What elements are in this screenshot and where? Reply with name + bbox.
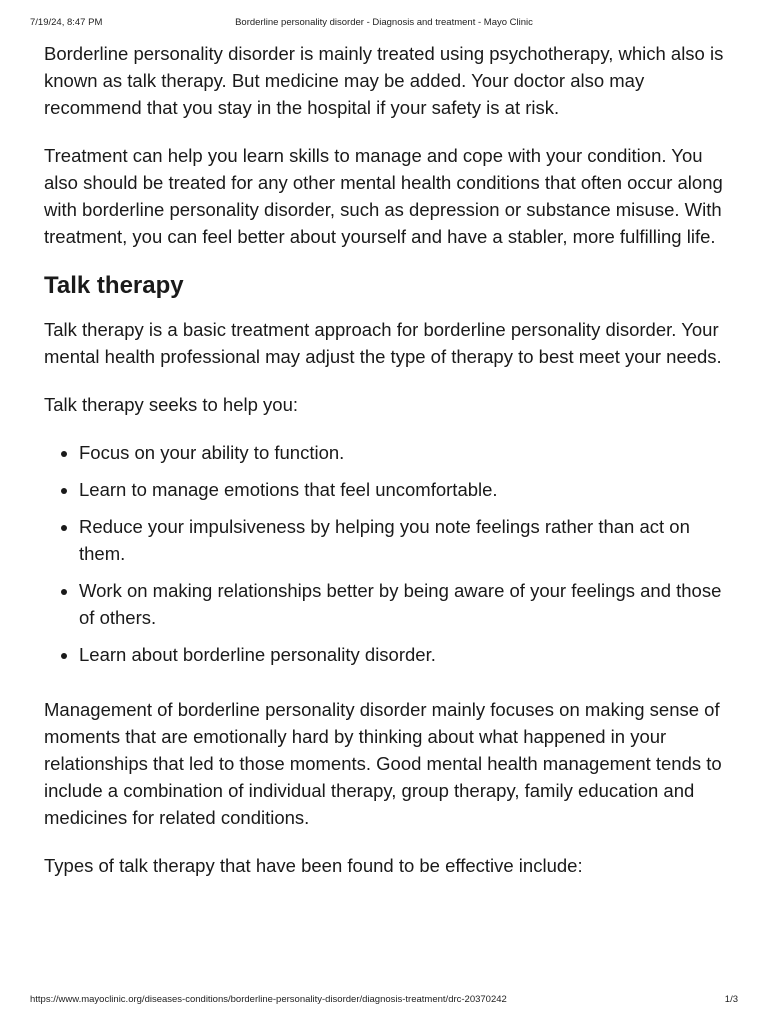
list-item: • Work on making relationships better by being aware of your feelings and those of others. xyxy=(79,577,734,631)
page-number: 1/3 xyxy=(724,994,738,1005)
list-item: • Focus on your ability to function. xyxy=(79,439,734,466)
intro-paragraph-1: Borderline personality disorder is mainly treated using psychotherapy, which also is known as talk therapy. But medicine may be added. Your doctor also may recommend that you stay in the hospital if your safety is at risk. xyxy=(44,43,724,118)
management-paragraph: Management of borderline personality disorder mainly focuses on making sense of moments that are emotionally hard by thinking about what happened in your relationships that led to those moments. Good mental health management tends to include a combination of individual therapy, group therapy, family education and medicines for related conditions. xyxy=(44,699,722,828)
article-body xyxy=(44,40,734,900)
list-item: • Reduce your impulsiveness by helping you note feelings rather than act on them. xyxy=(79,513,734,567)
talk-therapy-paragraph-1: Talk therapy is a basic treatment approach for borderline personality disorder. Your mental health professional may adjust the type of therapy to best meet your needs. xyxy=(44,319,722,367)
print-header xyxy=(0,17,768,31)
talk-therapy-paragraph-2: Talk therapy seeks to help you: xyxy=(44,394,299,415)
talk-therapy-goals-list xyxy=(44,439,734,668)
print-footer xyxy=(0,994,768,1008)
section-heading-talk-therapy: Talk therapy xyxy=(44,272,184,299)
intro-paragraph-2: Treatment can help you learn skills to manage and cope with your condition. You also should be treated for any other mental health conditions that often occur along with borderline personality disorder, such as depression or substance misuse. With treatment, you can feel better about yourself and have a stabler, more fulfilling life. xyxy=(44,145,723,247)
print-page-title: Borderline personality disorder - Diagnosis and treatment - Mayo Clinic xyxy=(235,17,533,28)
list-item: • Learn to manage emotions that feel uncomfortable. xyxy=(79,476,734,503)
print-datetime: 7/19/24, 8:47 PM xyxy=(30,17,103,28)
print-url: https://www.mayoclinic.org/diseases-conditions/borderline-personality-disorder/diagnosis-treatment/drc-20370242 xyxy=(30,994,507,1005)
list-item: • Learn about borderline personality disorder. xyxy=(79,641,734,668)
therapy-types-intro: Types of talk therapy that have been found to be effective include: xyxy=(44,855,583,876)
